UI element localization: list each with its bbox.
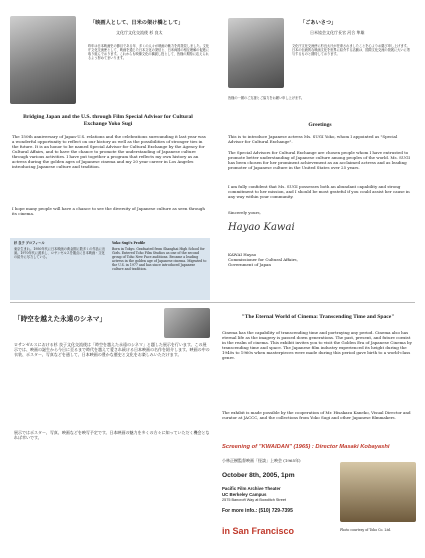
profile-en-header: Yoko Sugi's Profile xyxy=(112,241,146,245)
top-left-person: 文化庁文化交流使 杉 良太 xyxy=(116,30,163,35)
bridging-heading: Bridging Japan and the U.S. through Film Special Advisor for Cultural Exchange Yoko Sugi xyxy=(23,114,193,127)
greetings-p4: Sincerely yours, xyxy=(228,210,261,215)
top-right-closing: 皆様の一層のご支援とご協力をお願い申し上げます。 xyxy=(228,96,305,100)
screening-venue3: 2575 Bancroft Way at Bowditch Street xyxy=(222,498,287,502)
top-right-person: 日米協会文化庁長官 河合 隼雄 xyxy=(310,30,365,35)
top-right-body: 文化庁文化交流使に杉良太氏が任命されましたことを心よりお慶び申し上げます。日本の伝統的な映画文化を世界に紹介する活動は、国際文化交流の発展に大いに寄与するものと期待しております。 xyxy=(292,44,410,57)
greetings-signer-title: Commissioner for Cultural Affairs, xyxy=(228,257,298,262)
bottom-left-closing: 展示ではポスター、写真、映画などを映写予定です。日本映画の魅力を多くの方々に知っていただく機会となれば幸いです。 xyxy=(14,430,210,440)
eternal-heading: "The Eternal World of Cinema: Transcending Time and Space" xyxy=(241,314,395,320)
screening-venue1: Pacific Film Archive Theater xyxy=(222,486,281,491)
photo-credit: Photo courtesy of Toho Co. Ltd. xyxy=(340,528,391,532)
greetings-p3: I am fully confident that Ms. SUGI possesses both an abundant capability and strong commitment to her mission, and I should be most grateful if you could assist her cause in any way within your community. xyxy=(228,184,410,199)
greetings-signature: Hayao Kawai xyxy=(228,222,295,233)
greetings-signer-name: KAWAI Hayao xyxy=(228,252,257,257)
bottom-left-body: ロサンゼルスにおける杉 良子文化交流使は「時空を越えた永遠のシネマ」と題した展示を行います。この展示では、映画の誕生から今日に至るまで時代を越えて愛され続ける日本映画の名作を紹介します。映画の中の衣装、ポスター、写真などを通して、日本映画の豊かな歴史と文化をお楽しみいただけます。 xyxy=(14,342,210,357)
sugi-portrait-photo xyxy=(10,16,76,104)
kawai-portrait-photo xyxy=(228,18,284,88)
screening-date: October 8th, 2005, 1pm xyxy=(222,472,295,479)
screening-title: Screening of "KWAIDAN" (1965) : Director Masaki Kobayashi xyxy=(222,444,390,450)
greetings-heading: Greetings xyxy=(308,122,332,128)
eternal-closing: The exhibit is made possible by the cooperation of Mr. Hisakazu Kaneko, Visual Director and curator at JACCC, and the collections from Yoko Sugi and other Japanese filmmakers. xyxy=(222,410,411,420)
cinema-camera-image xyxy=(164,308,210,338)
screening-city: in San Francisco xyxy=(222,526,295,536)
profile-jp-body: 東京生まれ。1950年代に日本映画の黄金期に数多くの作品に出演。1970年代に渡米し、ロサンゼルスを拠点に日本映画・文化の紹介に尽力している。 xyxy=(14,247,106,260)
top-right-title: 「ごあいさつ」 xyxy=(300,20,337,26)
screening-venue2: UC Berkeley Campus xyxy=(222,492,267,497)
greetings-p1: This is to introduce Japanese actress Ms. SUGI Yoko, whom I appointed as "Special Advisor for Cultural Exchange". xyxy=(228,134,398,144)
bottom-left-title: 「時空を越えた永遠のシネマ」 xyxy=(14,315,107,323)
screening-info: For more info.: (510) 729-7395 xyxy=(222,508,293,514)
eternal-body: Cinema has the capability of transcending time and portraying any period. Cinema also has eternal life as the imagery is passed down generations. The past, present, and future coexist in the realm of cinema. This exhibit invites you to visit the Golden Era of Japanese Cinema by transcending time and space. The Japanese film industry experienced its height during the 1940s to 1960s when masterpieces were made during this period gave birth to a world-class genre. xyxy=(222,330,412,360)
screening-jp: 小林正樹監督映画「怪談」上映会 (1965年) xyxy=(222,458,301,463)
greetings-p2: The Special Advisors for Cultural Exchange are chosen people whom I have entrusted to promote better understanding of Japanese culture among peoples of the world. Ms. SUGI has been chosen for her prominent achievement as an acclaimed actress and as leading promoter of Japanese culture in the United States over 25 years. xyxy=(228,150,410,170)
bridging-body: The 150th anniversary of Japan-U.S. relations and the celebrations surrounding it last year was a wonderful opportunity to reflect on our history as well as the possibilities of stronger ties in the future. It is an honor to be named Special Advisor for Cultural Exchange by the Agency for Cultural Affairs, and to have the chance to promote the understanding of Japanese culture through various activities. I have put together a program that reflects my own history as an actress during the golden ages of Japanese cinema and my 20 year career in Los Angeles introducing Japanese culture and tradition. xyxy=(12,134,206,169)
section-divider xyxy=(10,302,415,303)
bridging-closing: I hope many people will have a chance to see the diversity of Japanese culture as seen through its cinema. xyxy=(12,206,205,216)
kwaidan-still-image xyxy=(340,462,416,522)
top-left-body: 昨年は日本映画史の節目である年、多くの人々が映画の魅力を再発見しました。文化庁文化交流使として、映画を通じた日本文化の発信と、日米両国の相互理解の促進に取り組んでおります。これからも映像文化の橋渡し役として、皆様の期待に応えられるよう努めてまいります。 xyxy=(88,44,210,61)
greetings-signer-org: Government of Japan xyxy=(228,262,272,267)
top-left-title: 「映画人として、日米の架け橋として」 xyxy=(90,20,184,26)
profile-en-body: Born in Tokyo. Graduated from Shanghai High School for Girls. Entered Toho Film Studios as one of the second group of Toho New Face auditions. Became a leading actress in the golden age of Japanese cinema. Migrated to the U.S. in 1977 and has since introduced Japanese culture and tradition. xyxy=(112,247,207,272)
profile-jp-header: 杉 良子 プロフィール xyxy=(14,241,45,245)
